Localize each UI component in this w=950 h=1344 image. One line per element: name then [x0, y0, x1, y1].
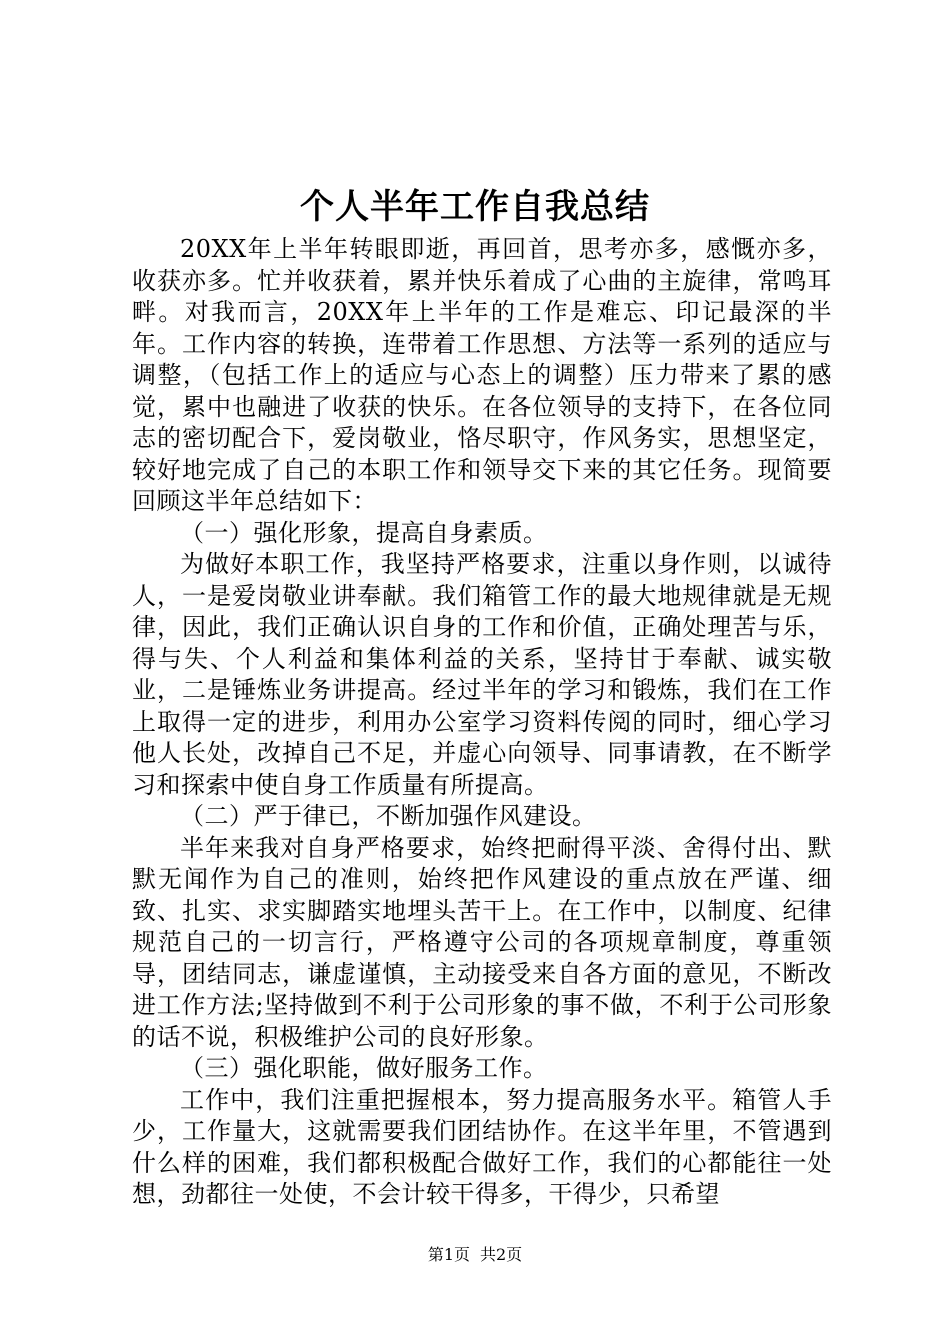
document-body: [132, 234, 832, 1211]
page-footer: [0, 1245, 950, 1265]
paragraph-section-3: 工作中，我们注重把握根本，努力提高服务水平。箱管人手少，工作量大，这就需要我们团结协作。在这半年里，不管遇到什么样的困难，我们都积极配合做好工作，我们的心都能往一处想，劲都往一处使，不会计较干得多，干得少，只希望: [132, 1085, 832, 1208]
page-number: 第1页: [427, 1245, 470, 1264]
section-heading-3: （三）强化职能，做好服务工作。: [180, 1054, 548, 1082]
section-heading-1: （一）强化形象，提高自身素质。: [180, 518, 548, 547]
section-heading-2: （二）严于律已，不断加强作风建设。: [180, 802, 597, 830]
paragraph-section-1: 为做好本职工作，我坚持严格要求，注重以身作则，以诚待人，一是爱岗敬业讲奉献。我们箱管工作的最大地规律就是无规律，因此，我们正确认识自身的工作和价值，正确处理苦与乐，得与失、个人利益和集体利益的关系，坚持甘于奉献、诚实敬业，二是锤炼业务讲提高。经过半年的学习和锻炼，我们在工作上取得一定的进步，利用办公室学习资料传阅的同时，细心学习他人长处，改掉自己不足，并虚心向领导、同事请教，在不断学习和探索中使自身工作质量有所提高。: [132, 550, 832, 799]
paragraph-section-2: 半年来我对自身严格要求，始终把耐得平淡、舍得付出、默默无闻作为自己的准则，始终把作风建设的重点放在严谨、细致、扎实、求实脚踏实地埋头苦干上。在工作中，以制度、纪律规范自己的一切言行，严格遵守公司的各项规章制度，尊重领导，团结同志，谦虚谨慎，主动接受来自各方面的意见，不断改进工作方法;坚持做到不利于公司形象的事不做，不利于公司形象的话不说，积极维护公司的良好形象。: [132, 833, 832, 1051]
page-total: 共2页: [480, 1245, 523, 1264]
document-title: 个人半年工作自我总结: [300, 187, 650, 227]
paragraph-intro: 20XX年上半年转眼即逝，再回首，思考亦多，感慨亦多，收获亦多。忙并收获着，累并快乐着成了心曲的主旋律，常鸣耳畔。对我而言，20XX年上半年的工作是难忘、印记最深的半年。工作内容的转换，连带着工作思想、方法等一系列的适应与调整，（包括工作上的适应与心态上的调整）压力带来了累的感觉，累中也融进了收获的快乐。在各位领导的支持下，在各位同志的密切配合下，爱岗敬业，恪尽职守，作风务实，思想坚定，较好地完成了自己的本职工作和领导交下来的其它任务。现简要回顾这半年总结如下：: [132, 235, 832, 515]
